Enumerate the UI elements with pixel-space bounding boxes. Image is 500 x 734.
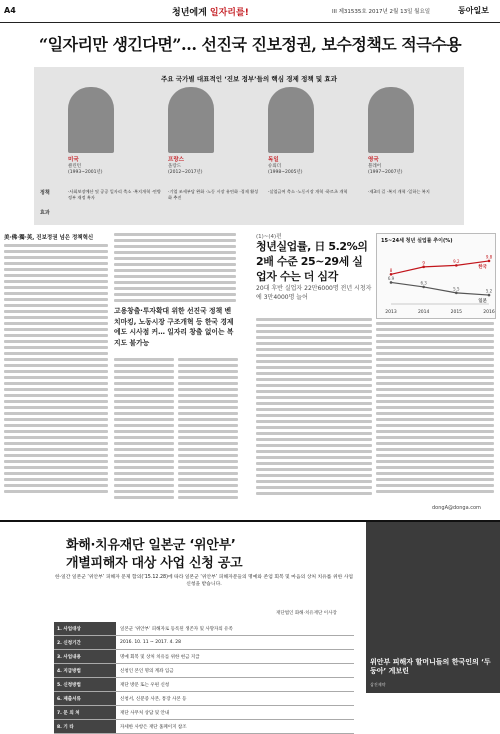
side-article-body-2 [376, 322, 494, 496]
x-tick-label: 2014 [417, 310, 430, 315]
data-label: 6.3 [420, 280, 427, 286]
data-label: 9.8 [485, 254, 493, 260]
leader-photo [368, 87, 414, 153]
article-column-1 [4, 244, 108, 496]
leader-name: 슈뢰더 [268, 164, 282, 169]
leader-term: (1998~2005년) [268, 170, 303, 175]
leader-country: 독일 [268, 157, 279, 163]
leader-term: (2012~2017년) [168, 170, 203, 175]
ad-title-line2: 개별피해자 대상 사업 신청 공고 [66, 556, 243, 571]
data-point [488, 260, 491, 263]
ad-row [54, 650, 354, 664]
ad-row-key: 3. 사업내용 [54, 650, 116, 663]
leader-country: 영국 [368, 157, 379, 163]
leader-policy-text: ·실업급여 축소 ·노동시장 개혁 ·하르츠 개혁 [268, 189, 348, 194]
leader-card [368, 87, 462, 175]
data-point [455, 292, 458, 295]
ad-row-value: 자세한 사항은 재단 홈페이지 참조 [120, 724, 187, 730]
series-name-label: 일본 [478, 299, 487, 305]
ad-info-table [54, 622, 354, 734]
series-prefix: 청년에게 [172, 8, 210, 18]
ad-row [54, 636, 354, 650]
reporter-email: dongA@donga.com [432, 505, 481, 511]
infographic-title: 주요 국가별 대표적인 ‘진보 정부’들의 핵심 경제 정책 및 효과 [160, 75, 337, 83]
series-title [172, 5, 249, 18]
chart-title: 15~24세 청년 실업률 추이(%) [381, 238, 453, 244]
leader-photo [268, 87, 314, 153]
leader-photo [68, 87, 114, 153]
leader-country: 프랑스 [168, 157, 184, 163]
ad-row [54, 664, 354, 678]
leader-policy-text: ·제3의 길 ·복지 개혁 ·일하는 복지 [368, 189, 430, 194]
ad-row [54, 678, 354, 692]
data-label: 5.2 [485, 288, 493, 294]
ad-row-key: 4. 지급방법 [54, 664, 116, 677]
side-subhead: 20대 후반 실업자 22만6000명 전년 시청자에 3만4000명 늘어 [256, 285, 372, 301]
page-number: A4 [4, 6, 16, 15]
leader-card [268, 87, 362, 175]
series-name-label: 한국 [478, 264, 487, 270]
main-headline: “일자리만 생긴다면”… 선진국 진보정권, 보수정책도 적극수용 [38, 35, 462, 54]
ad-row-key: 5. 신청방법 [54, 678, 116, 691]
page-header [0, 0, 500, 23]
side-kicker: (1)~(4)편 [256, 234, 282, 240]
article-column-2 [114, 233, 236, 305]
data-point [390, 281, 393, 284]
x-tick-label: 2016 [483, 310, 495, 315]
ad-intro: 한·일간 일본군 ‘위안부’ 피해자 문제 합의(’15.12.28)에 따라 일본군 ‘위안부’ 피해자분들의 명예와 존엄 회복 및 마음의 상처 치유를 위한 사업 신청을 받습니다. [54, 575, 354, 588]
ad-row-value: 신청서, 신분증 사본, 통장 사본 등 [120, 696, 187, 702]
leader-policy-text: ·기업 조세부담 완화 ·노동 시장 유연화 ·경제 활성화 추진 [168, 189, 259, 201]
data-label: 6.9 [387, 275, 395, 281]
data-point [422, 286, 425, 289]
ad-row-key: 7. 문 의 처 [54, 706, 116, 719]
ad-row-value: 재단 방문 또는 우편 신청 [120, 682, 170, 688]
series-line [391, 258, 489, 274]
ad-right-panel [366, 522, 500, 693]
side-article-body [256, 318, 372, 498]
x-tick-label: 2015 [450, 310, 463, 315]
data-point [488, 294, 491, 297]
row-label-effect: 효과 [40, 210, 50, 216]
ad-row [54, 706, 354, 720]
ad-right-caption: 위안부 피해자 할머니들의 한국인의 ‘두둥아’ 게보린 [370, 658, 491, 676]
ad-row-key: 2. 신청기간 [54, 636, 116, 649]
ad-row [54, 622, 354, 636]
issue-meta: III 제31535호 2017년 2월 13일 월요일 [332, 9, 431, 15]
data-label: 9.2 [453, 258, 460, 264]
pull-quote: 고용창출·투자확대 위한 선진국 정책 벤치마킹, 노동시장 구조개혁 등 한국 경제에도 시사점 커… 일자리 창출 없이는 복지도 불가능 [114, 307, 234, 347]
ad-row-key: 6. 제출서류 [54, 692, 116, 705]
leader-country: 미국 [68, 157, 79, 163]
series-highlight: 일자리를! [209, 8, 249, 18]
ad-row-value: 2016. 10. 11 ~ 2017. 4. 28 [120, 640, 182, 645]
ad-row-key: 8. 기 타 [54, 720, 116, 733]
leader-term: (1997~2007년) [368, 170, 403, 175]
ad-right-footer: 삼진제약 [370, 682, 386, 687]
leader-card [168, 87, 262, 175]
data-label: 8 [389, 267, 393, 273]
leader-name: 블레어 [368, 164, 382, 169]
chart-plot [377, 246, 495, 316]
ad-row-value: 재단 사무처 상담 및 안내 [120, 710, 170, 716]
data-label: 5.5 [453, 286, 460, 292]
ad-row-value: 일본군 ‘위안부’ 피해자로 등록된 생존자 및 사망자의 유족 [120, 626, 233, 632]
ad-row [54, 720, 354, 734]
unemployment-chart [376, 233, 496, 319]
series-line [391, 282, 489, 295]
data-point [455, 264, 458, 267]
x-tick-label: 2013 [385, 310, 397, 315]
article-column-3 [114, 358, 174, 502]
ad-row-value: 명예 회복 및 상처 치유를 위한 현금 지급 [120, 654, 200, 660]
leader-card [68, 87, 162, 175]
data-label: 9 [422, 260, 425, 266]
ad-row-key: 1. 사업대상 [54, 622, 116, 635]
leader-name: 클린턴 [68, 164, 82, 169]
leader-term: (1993~2001년) [68, 170, 103, 175]
leaders-infographic [34, 67, 464, 225]
side-headline: 청년실업률, 日 5.2%의 2배 수준 25~29세 실업자 수는 더 심각 [256, 240, 368, 283]
advertisement [0, 520, 500, 730]
row-label-policy: 정책 [40, 190, 50, 196]
ad-title-line1: 화해·치유재단 일본군 ‘위안부’ [66, 538, 236, 553]
leader-policy-text: ·사회보장예산 및 공공 일자리 축소 ·복지개혁 ·연방정부 재정 흑자 [68, 189, 161, 201]
leader-name: 올랑드 [168, 164, 182, 169]
ad-row [54, 692, 354, 706]
article-subhead: 美·佛·獨·英, 진보정권 넘은 정책혁신 [4, 235, 94, 241]
ad-organization: 재단법인 화해·치유재단 이사장 [276, 611, 337, 616]
leader-photo [168, 87, 214, 153]
data-point [422, 266, 425, 269]
ad-row-value: 신청인 본인 명의 계좌 입금 [120, 668, 174, 674]
article-column-4 [178, 358, 238, 502]
newspaper-name: 동아일보 [458, 6, 489, 15]
